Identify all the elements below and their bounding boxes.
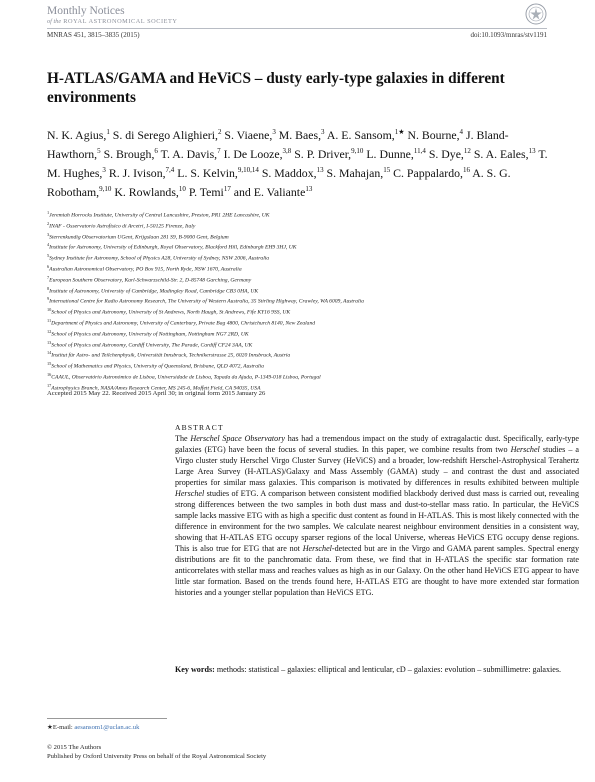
author-name: C. Pappalardo,$^{16}$: [393, 166, 470, 180]
affiliation-item: $^{15}$School of Mathematics and Physics, University of Queensland, Brisbane, QLD 4072, Australia: [47, 361, 264, 370]
copyright-notice: [47, 743, 266, 761]
author-affiliation-marker: 6: [154, 147, 158, 155]
author-affiliation-marker: 1★: [394, 128, 405, 136]
author-name: K. Rowlands,$^{10}$: [114, 185, 186, 199]
author-name: I. De Looze,$^{3,8}$: [223, 147, 292, 161]
affiliation-item: $^7$European Southern Observatory, Karl-Schwarzschild-Str. 2, D-85748 Garching, Germany: [47, 274, 252, 284]
author-name: S. Dye,$^{12}$: [428, 147, 471, 161]
author-affiliation-marker: 2: [217, 128, 222, 136]
author-affiliation-marker: 13: [316, 166, 324, 174]
affiliation-item: $^4$Institute for Astronomy, University of Edinburgh, Royal Observatory, Blackford Hill, Edinburgh EH9 3HJ, UK: [47, 242, 297, 251]
affiliation-item: $^3$Sterrenkundig Observatorium UGent, Krijgslaan 281 S9, B-9000 Gent, Belgium: [47, 231, 229, 241]
author-affiliation-marker: 3: [321, 128, 325, 136]
author-name: S. Viaene,$^3$: [224, 128, 276, 142]
journal-logo-society: of the ROYAL ASTRONOMICAL SOCIETY: [47, 18, 178, 25]
author-list: [47, 124, 552, 200]
paper-title: H-ATLAS/GAMA and HeViCS – dusty early-type galaxies in different environments: [47, 70, 505, 106]
abstract-heading: ABSTRACT: [175, 423, 224, 432]
abstract-body: The Herschel Space Observatory has had a tremendous impact on the study of extragalactic dust. Specifically, early-type galaxies (ETG) have been the focus of several studies. In this paper, we combine results from two Herschel studies – a Virgo cluster study Herschel Virgo Cluster Survey (HeViCS) and a broader, low-redshift Herschel-Astrophysical Terahertz Large Area Survey (H-ATLAS)/Galaxy and Mass Assembly (GAMA) study – and contrast the dust and associated properties for similar mass galaxies. This comparison is motivated by differences in results exhibited between multiple Herschel studies of ETG. A comparison between consistent modified blackbody derived dust mass is carried out, revealing strong differences between the two samples in both dust mass and dust-to-stellar mass ratio. In particular, the HeViCS sample lacks massive ETG with as high a specific dust content as found in H-ATLAS. This is most likely connected with the difference in environment for the two samples. We calculate nearest neighbour environment densities in a consistent way, showing that H-ATLAS ETG occupy sparser regions of the local Universe, whereas HeViCS ETG occupy dense regions. This is also true for ETG that are not Herschel-detected but are in the Virgo and GAMA parent samples. Spectral energy distributions are fit to the panchromatic data. From these, we find that in H-ATLAS the specific star formation rate anticorrelates with stellar mass and reaches values as high as in our Galaxy. On the other hand HeViCS ETG appear to have little star formation. Based on the trends found here, H-ATLAS ETG are thought to have more extended star formation histories and a younger stellar population than HeViCS ETG.: [175, 434, 580, 597]
author-affiliation-marker: 9,10: [99, 185, 112, 193]
author-affiliation-marker: 4: [459, 128, 464, 136]
author-affiliation-marker: 15: [383, 166, 391, 174]
affiliation-item: $^1$Jeremiah Horrocks Institute, University of Central Lancashire, Preston, PR1 2HE Lancashire, UK: [47, 210, 270, 219]
publisher-line: Published by Oxford University Press on behalf of the Royal Astronomical Society: [47, 753, 267, 760]
affiliation-item: $^6$Australian Astronomical Observatory, PO Box 915, North Ryde, NSW 1670, Australia: [47, 263, 242, 273]
author-name: N. K. Agius,$^1$: [47, 128, 110, 142]
author-affiliation-marker: 5: [97, 147, 101, 155]
author-name: A. S. G. Robotham,$^{9,10}$: [47, 166, 511, 199]
email-link[interactable]: aesansom1@uclan.ac.uk: [74, 724, 140, 731]
footnote-divider: [47, 718, 167, 719]
author-name: T. A. Davis,$^7$: [160, 147, 221, 161]
author-affiliation-marker: 16: [462, 166, 470, 174]
affiliation-item: $^{17}$Astrophysics Branch, NASA/Ames Research Center, MS 245-6, Moffett Field, CA 94035, USA: [47, 382, 261, 392]
author-affiliation-marker: 9,10: [351, 147, 364, 155]
affiliation-item: $^{14}$Institut für Astro- und Teilchenphysik, Universität Innsbruck, Technikerstrasse 25, 6020 Innsbruck, Austria: [47, 350, 291, 359]
author-name: S. A. Eales,$^{13}$: [473, 147, 536, 161]
author-affiliation-marker: 10: [178, 185, 186, 193]
author-affiliation-marker: 3: [102, 166, 106, 174]
author-name: S. Mahajan,$^{15}$: [326, 166, 391, 180]
affiliation-item: $^2$INAF - Osservatorio Astrofisico di Arcetri, I-50125 Firenze, Italy: [47, 220, 196, 230]
affiliation-item: $^{16}$CAAUL, Observatório Astronómico de Lisboa, Universidade de Lisboa, Tapada da Ajuda, P-1349-018 Lisboa, Portugal: [47, 371, 321, 381]
header-divider: [47, 28, 547, 29]
affiliation-item: $^9$International Centre for Radio Astronomy Research, The University of Western Australia, 35 Stirling Highway, Crawley, WA 6009, Australia: [47, 296, 364, 305]
author-name: A. E. Sansom,$^{1★}$: [326, 128, 405, 142]
affiliation-item: $^{12}$School of Physics and Astronomy, University of Nottingham, Nottingham NG7 2RD, UK: [47, 328, 249, 338]
journal-logo-title: Monthly Notices: [47, 5, 125, 17]
affiliation-item: $^{13}$School of Physics and Astronomy, Cardiff University, The Parade, Cardiff CF24 3AA, UK: [47, 339, 253, 349]
affiliation-list: [47, 209, 557, 393]
corresponding-email: ★E-mail: aesansom1@uclan.ac.uk: [47, 724, 140, 731]
keywords: Key words: methods: statistical – galaxies: elliptical and lenticular, cD – galaxies: evolution – submillimetre: galaxies.: [175, 665, 562, 674]
author-name: L. S. Kelvin,$^{9,10,14}$: [177, 166, 259, 180]
author-name: S. Brough,$^6$: [103, 147, 158, 161]
author-name: S. di Serego Alighieri,$^2$: [112, 128, 222, 142]
author-affiliation-marker: 13: [528, 147, 536, 155]
author-name: M. Baes,$^3$: [278, 128, 325, 142]
author-name: S. Maddox,$^{13}$: [261, 166, 324, 180]
author-affiliation-marker: 3,8: [282, 147, 292, 155]
copyright-line: © 2015 The Authors: [47, 744, 102, 751]
author-affiliation-marker: 12: [463, 147, 471, 155]
doi-link[interactable]: doi:10.1093/mnras/stv1191: [470, 31, 547, 39]
author-name: R. J. Ivison,$^{7,4}$: [108, 166, 175, 180]
author-affiliation-marker: 13: [305, 185, 313, 193]
author-name: N. Bourne,$^4$: [407, 128, 464, 142]
affiliation-item: $^{10}$School of Physics and Astronomy, University of St Andrews, North Haugh, St Andrews, Fife KY16 9SS, UK: [47, 307, 291, 316]
author-affiliation-marker: 3: [272, 128, 276, 136]
author-affiliation-marker: 17: [223, 185, 231, 193]
author-name: J. Bland-Hawthorn,$^5$: [47, 128, 509, 161]
author-affiliation-marker: 11,4: [413, 147, 426, 155]
author-name: and E. Valiante$^{13}$: [233, 185, 313, 199]
author-name: S. P. Driver,$^{9,10}$: [294, 147, 364, 161]
author-name: T. M. Hughes,$^3$: [47, 147, 548, 180]
author-affiliation-marker: 7: [217, 147, 221, 155]
affiliation-item: $^8$Institute of Astronomy, University of Cambridge, Madingley Road, Cambridge CB3 0HA, UK: [47, 285, 259, 295]
journal-citation: MNRAS 451, 3815–3835 (2015): [47, 31, 140, 39]
author-affiliation-marker: 1: [106, 128, 110, 136]
author-name: P. Temi$^{17}$: [188, 185, 231, 199]
affiliation-item: $^{11}$Department of Physics and Astronomy, University of Canterbury, Private Bag 4800, Christchurch 8140, New Zealand: [47, 317, 316, 327]
author-affiliation-marker: 7,4: [165, 166, 175, 174]
publication-dates: Accepted 2015 May 22. Received 2015 April 30; in original form 2015 January 26: [47, 390, 266, 397]
author-name: L. Dunne,$^{11,4}$: [366, 147, 426, 161]
author-affiliation-marker: 9,10,14: [237, 166, 259, 174]
affiliation-item: $^5$Sydney Institute for Astronomy, School of Physics A28, University of Sydney, NSW 2006, Australia: [47, 253, 270, 262]
ras-seal-icon: [525, 3, 547, 25]
